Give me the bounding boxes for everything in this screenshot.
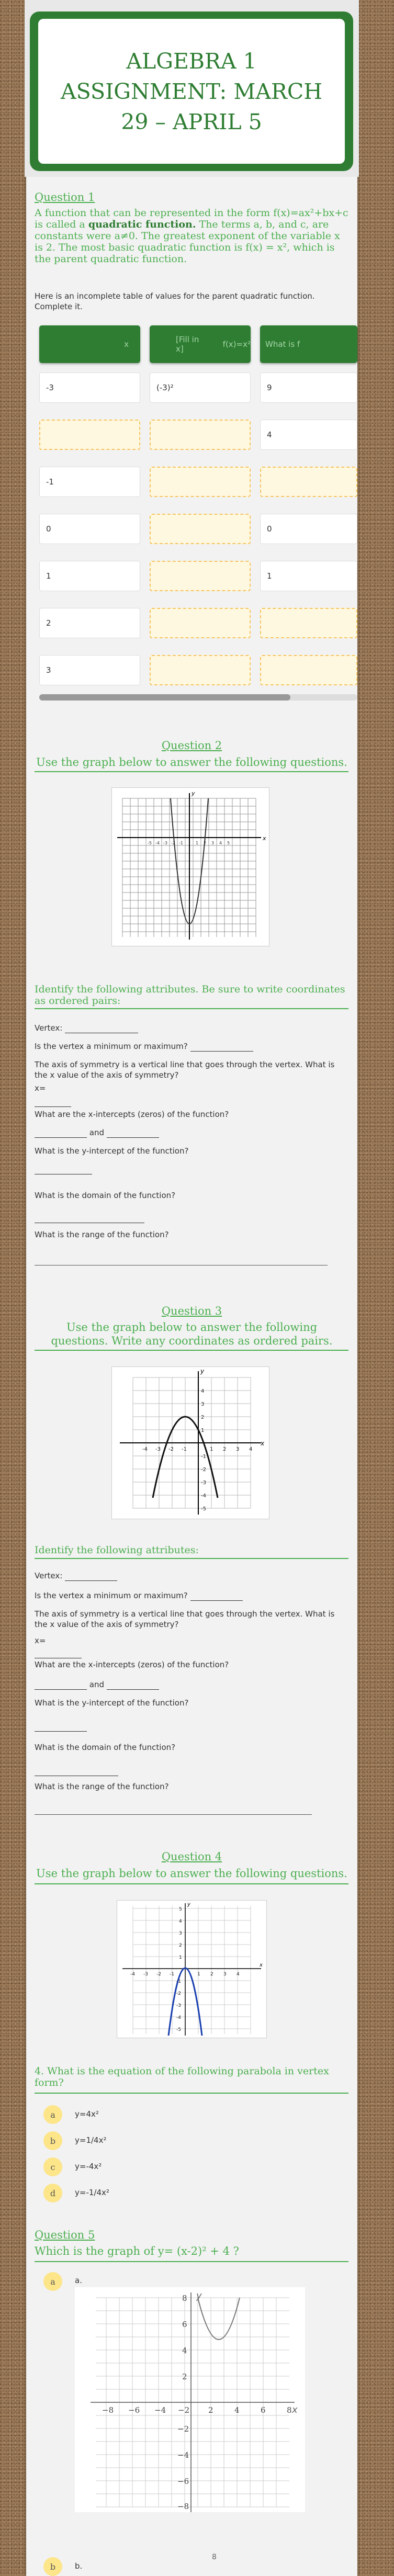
q3-vertex-input[interactable] <box>65 1573 117 1581</box>
q5-graph-b-top-tick: 8 <box>212 2553 217 2561</box>
q5-question: Which is the graph of y= (x-2)² + 4 ? <box>35 2245 239 2257</box>
table-header-fill: [Fill in x] f(x)=x² <box>150 325 251 363</box>
q4-tick-y: -2 <box>176 1991 181 1996</box>
q3-tick-x: 2 <box>223 1447 227 1452</box>
table-cell: 4 <box>260 420 357 450</box>
option-label[interactable]: a. <box>75 2276 82 2285</box>
q4-tick-x: 3 <box>223 1972 227 1977</box>
q4-graph-svg <box>117 1901 266 2038</box>
q4-tick-y: 5 <box>179 1907 182 1912</box>
q5-tick-y: −8 <box>177 2502 189 2511</box>
q3-graph-svg <box>112 1367 269 1519</box>
q3-tick-y: 2 <box>201 1415 205 1420</box>
divider <box>35 2093 348 2094</box>
table-input[interactable] <box>260 655 357 685</box>
table-cell: -3 <box>39 372 140 403</box>
option-badge[interactable]: d <box>43 2184 62 2202</box>
q5-y-label: y <box>196 2290 202 2301</box>
q4-tick-x: -2 <box>156 1972 161 1977</box>
header-area <box>25 0 359 177</box>
option-badge[interactable]: c <box>43 2157 62 2176</box>
question-5-link[interactable]: Question 5 <box>35 2229 95 2241</box>
table-input[interactable] <box>150 467 251 497</box>
q4-tick-y: -1 <box>176 1979 181 1984</box>
q3-tick-x: 4 <box>249 1447 253 1452</box>
q3-xint-input-2[interactable] <box>107 1682 159 1690</box>
q5-tick-y: 2 <box>182 2372 187 2381</box>
q5-tick-y: −6 <box>177 2477 189 2486</box>
option-badge[interactable]: a <box>43 2272 62 2291</box>
q3-yint-input[interactable] <box>35 1724 87 1732</box>
table-input[interactable] <box>150 420 251 450</box>
q2-domain-label: What is the domain of the function? <box>35 1191 176 1200</box>
page-title: ALGEBRA 1 ASSIGNMENT: MARCH 29 – APRIL 5 <box>61 48 322 134</box>
table-cell: 2 <box>39 608 140 638</box>
q5-tick-y: −2 <box>177 2424 189 2434</box>
divider <box>35 1883 348 1884</box>
q4-tick-x: 2 <box>210 1972 213 1977</box>
option-badge[interactable]: a <box>43 2105 62 2124</box>
divider <box>35 1008 348 1009</box>
q2-yint-label: What is the y-intercept of the function? <box>35 1146 189 1156</box>
table-input[interactable] <box>150 655 251 685</box>
q4-question: 4. What is the equation of the following parabola in vertex form? <box>35 2065 329 2088</box>
q2-tick-x: 4 <box>219 841 222 845</box>
q5-tick-x: −2 <box>178 2405 190 2415</box>
q2-tick-x: -3 <box>163 841 167 845</box>
q2-x-eq-label: x= <box>35 1083 46 1093</box>
q3-range-label: What is the range of the function? <box>35 1782 169 1791</box>
q2-xint-input-1[interactable] <box>35 1130 87 1138</box>
q4-tick-x: 1 <box>197 1972 200 1977</box>
q2-range-label: What is the range of the function? <box>35 1230 169 1239</box>
q2-x-label: x <box>263 835 266 842</box>
table-header-x: x <box>39 325 140 363</box>
option-text[interactable]: y=-1/4x² <box>75 2188 109 2197</box>
table-input[interactable] <box>260 467 357 497</box>
divider <box>35 771 348 772</box>
q3-domain-input[interactable] <box>35 1768 118 1776</box>
q4-y-label: y <box>187 1902 190 1907</box>
q3-y-label: y <box>200 1368 205 1375</box>
q2-y-label: y <box>192 790 195 797</box>
q2-tick-x: 2 <box>204 841 207 845</box>
q2-identify: Identify the following attributes. Be sure to write coordinates as ordered pairs: <box>35 984 345 1007</box>
option-badge[interactable]: b <box>43 2557 62 2576</box>
q4-tick-y: -5 <box>176 2027 181 2032</box>
question-2-link[interactable]: Question 2 <box>161 739 222 752</box>
q3-xint-input-1[interactable] <box>35 1682 87 1690</box>
q2-minmax-label: Is the vertex a minimum or maximum? <box>35 1042 188 1051</box>
q4-tick-y: -3 <box>176 2003 181 2008</box>
q2-graph-svg <box>112 788 269 946</box>
table-input[interactable] <box>150 561 251 591</box>
q2-tick-x: 5 <box>227 841 230 845</box>
q4-tick-x: -4 <box>130 1972 135 1977</box>
table-cell: 1 <box>39 561 140 591</box>
q5-graph-a-svg <box>75 2287 305 2512</box>
table-cell: 1 <box>260 561 357 591</box>
option-label[interactable]: b. <box>75 2561 83 2571</box>
table-cell: 0 <box>260 514 357 544</box>
table-cell: -1 <box>39 467 140 497</box>
q2-graph <box>111 787 269 946</box>
q3-tick-y: -4 <box>201 1493 206 1499</box>
q5-tick-x: −6 <box>128 2405 140 2415</box>
option-text[interactable]: y=4x² <box>75 2109 99 2119</box>
q2-tick-x: -4 <box>155 841 160 845</box>
q3-tick-y: -3 <box>201 1480 206 1486</box>
q3-axis-label: The axis of symmetry is a vertical line that goes through the vertex. What is the x value of the axis of symmetry? <box>35 1609 335 1629</box>
q3-tick-x: 1 <box>210 1447 213 1452</box>
question-1-link[interactable]: Question 1 <box>35 191 95 204</box>
q4-tick-y: 4 <box>179 1919 182 1924</box>
q3-vertex-label: Vertex: <box>35 1571 63 1580</box>
q4-tick-x: 4 <box>237 1972 240 1977</box>
q2-minmax-input[interactable] <box>190 1044 253 1052</box>
q2-vertex-label: Vertex: <box>35 1023 63 1033</box>
q2-tick-x: -5 <box>148 841 152 845</box>
q3-xint-label: What are the x-intercepts (zeros) of the function? <box>35 1660 229 1669</box>
q5-x-label: x <box>292 2404 298 2415</box>
q2-tick-x: -1 <box>179 841 183 845</box>
option-badge[interactable]: b <box>43 2131 62 2150</box>
q3-tick-y: 4 <box>201 1388 205 1394</box>
q4-x-label: x <box>260 1962 263 1968</box>
q3-tick-y: -1 <box>201 1454 206 1460</box>
question-2-subtitle: Use the graph below to answer the following questions. <box>36 756 347 769</box>
q4-tick-x: -3 <box>143 1972 148 1977</box>
q4-graph <box>117 1900 267 2038</box>
q5-tick-x: 8 <box>287 2405 292 2415</box>
q2-yint-input[interactable] <box>35 1167 92 1174</box>
q3-tick-x: -3 <box>155 1447 161 1452</box>
q4-tick-y: 1 <box>179 1955 182 1960</box>
q2-axis-input[interactable] <box>35 1099 71 1107</box>
option-text[interactable]: y=-4x² <box>75 2162 102 2171</box>
q3-tick-y: -2 <box>201 1467 206 1473</box>
table-cell: (-3)² <box>150 372 251 403</box>
q2-and-label: and <box>89 1128 105 1137</box>
question-4-link[interactable]: Question 4 <box>161 1850 222 1863</box>
q3-identify: Identify the following attributes: <box>35 1544 199 1556</box>
q2-vertex-input[interactable] <box>65 1025 138 1033</box>
q3-x-label: x <box>261 1440 265 1447</box>
question-1-text: A function that can be represented in the form f(x)=ax²+bx+c is called a quadratic function. The terms a, b, and c, are constants were a≠0. The greatest exponent of the variable x is 2. The most basic quadratic function is f(x) = x², which is the parent quadratic function. <box>35 207 348 265</box>
q5-tick-x: −4 <box>154 2405 166 2415</box>
q3-tick-x: 3 <box>236 1447 240 1452</box>
q3-x-eq-label: x= <box>35 1636 46 1645</box>
question-3-link[interactable]: Question 3 <box>161 1305 222 1317</box>
table-input[interactable] <box>150 514 251 544</box>
table-input[interactable] <box>150 608 251 638</box>
table-cell: 3 <box>39 655 140 685</box>
q3-tick-y: 1 <box>201 1428 205 1433</box>
q3-tick-x: -1 <box>182 1447 187 1452</box>
q3-tick-y: 3 <box>201 1402 205 1407</box>
q3-tick-y: -5 <box>201 1506 206 1512</box>
q2-tick-x: -2 <box>171 841 175 845</box>
q2-xint-label: What are the x-intercepts (zeros) of the function? <box>35 1110 229 1119</box>
q3-tick-x: -4 <box>142 1447 148 1452</box>
q3-minmax-label: Is the vertex a minimum or maximum? <box>35 1591 188 1600</box>
q5-tick-y: 8 <box>182 2293 187 2303</box>
q3-yint-label: What is the y-intercept of the function? <box>35 1698 189 1708</box>
option-text[interactable]: y=1/4x² <box>75 2136 107 2145</box>
question-4-subtitle: Use the graph below to answer the following questions. <box>36 1867 347 1880</box>
q5-graph-a[interactable] <box>75 2287 305 2512</box>
divider <box>35 1350 348 1351</box>
q5-tick-y: −4 <box>177 2450 189 2460</box>
q3-domain-label: What is the domain of the function? <box>35 1743 176 1752</box>
table-input[interactable] <box>39 420 140 450</box>
title-banner <box>30 12 353 171</box>
table-cell: 9 <box>260 372 357 403</box>
q3-minmax-input[interactable] <box>190 1593 243 1601</box>
q3-range-input[interactable] <box>35 1814 312 1815</box>
q5-tick-y: 6 <box>182 2320 187 2329</box>
q5-tick-x: 2 <box>208 2405 213 2415</box>
q4-tick-x: -1 <box>170 1972 174 1977</box>
q2-tick-x: 3 <box>211 841 215 845</box>
worksheet-page <box>26 0 357 2576</box>
table-input[interactable] <box>260 608 357 638</box>
q3-axis-input[interactable] <box>35 1651 82 1658</box>
q5-tick-x: −8 <box>102 2405 114 2415</box>
table-scrollbar[interactable] <box>39 694 357 701</box>
q3-graph <box>111 1366 269 1519</box>
question-3-subtitle: Use the graph below to answer the following questions. Write any coordinates as ordered pairs. <box>51 1321 333 1347</box>
table-header-f: What is f <box>260 325 357 363</box>
q5-tick-y: 4 <box>182 2346 187 2355</box>
divider <box>35 2261 348 2262</box>
table-cell: 0 <box>39 514 140 544</box>
q5-tick-x: 4 <box>234 2405 240 2415</box>
q4-tick-y: 2 <box>179 1943 182 1948</box>
q2-domain-input[interactable] <box>35 1215 144 1223</box>
q4-tick-y: 3 <box>179 1931 182 1936</box>
scrollbar-thumb[interactable] <box>39 694 290 701</box>
q2-xint-input-2[interactable] <box>107 1130 159 1138</box>
q2-axis-label: The axis of symmetry is a vertical line that goes through the vertex. What is the x value of the axis of symmetry? <box>35 1060 335 1080</box>
divider <box>35 1558 348 1559</box>
q5-tick-x: 6 <box>261 2405 266 2415</box>
q4-tick-y: -4 <box>176 2015 181 2020</box>
q3-tick-x: -2 <box>168 1447 174 1452</box>
q3-and-label: and <box>89 1680 105 1689</box>
q2-range-input[interactable] <box>35 1265 328 1266</box>
table-instruction: Here is an incomplete table of values for the parent quadratic function. Complete it. <box>35 291 315 311</box>
q2-tick-x: 1 <box>196 841 199 845</box>
